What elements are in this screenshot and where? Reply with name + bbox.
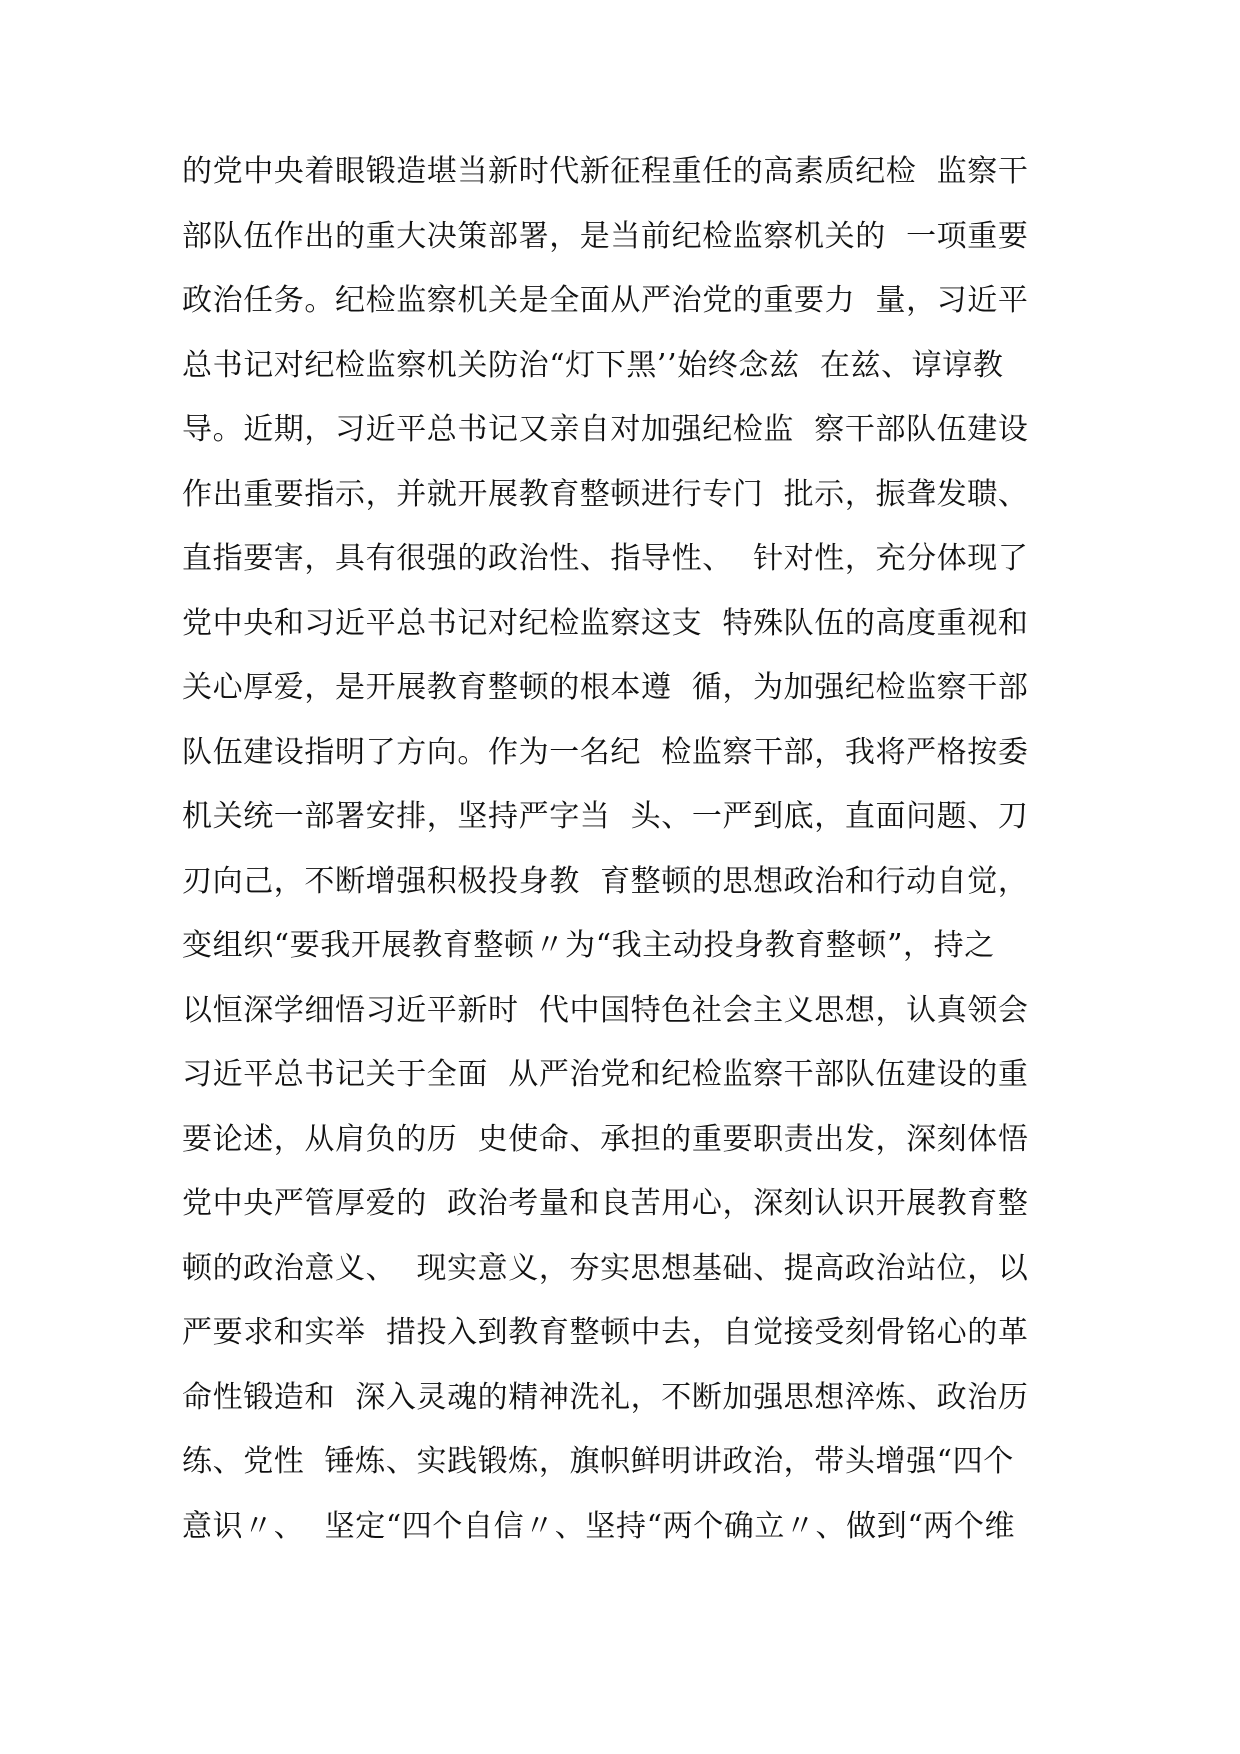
text-line: 的党中央着眼锻造堪当新时代新征程重任的高素质纪检 监察干 <box>182 154 1029 189</box>
text-line: 顿的政治意义、 现实意义，夯实思想基础、提高政治站位，以 <box>182 1250 1029 1286</box>
text-line: 变组织“要我开展教育整顿〃为“我主动投身教育整顿”，持之 <box>182 928 995 963</box>
text-line: 命性锻造和 深入灵魂的精神洗礼，不断加强思想淬炼、政治历 <box>182 1379 1029 1415</box>
text-line: 直指要害，具有很强的政治性、指导性、 针对性，充分体现了 <box>182 541 1029 576</box>
text-line: 党中央严管厚爱的 政治考量和良苦用心，深刻认识开展教育整 <box>182 1186 1029 1221</box>
text-line: 意识〃、 坚定“四个自信〃、坚持“两个确立〃、做到“两个维 <box>182 1508 1016 1544</box>
text-line: 政治任务。纪检监察机关是全面从严治党的重要力 量，习近平 <box>182 283 1029 318</box>
text-line: 作出重要指示，并就开展教育整顿进行专门 批示，振聋发聩、 <box>182 476 1029 512</box>
text-line: 导。近期，习近平总书记又亲自对加强纪检监 察干部队伍建设 <box>182 412 1029 447</box>
text-line: 机关统一部署安排，坚持严字当 头、一严到底，直面问题、刀 <box>182 799 1029 834</box>
text-line: 严要求和实举 措投入到教育整顿中去，自觉接受刻骨铭心的革 <box>182 1315 1029 1350</box>
text-line: 练、党性 锤炼、实践锻炼，旗帜鲜明讲政治，带头增强“四个 <box>182 1444 1014 1479</box>
text-line: 以恒深学细悟习近平新时 代中国特色社会主义思想，认真领会 <box>182 992 1029 1028</box>
body-text <box>182 140 1062 1559</box>
text-line: 队伍建设指明了方向。作为一名纪 检监察干部，我将严格按委 <box>182 734 1029 770</box>
text-line: 要论述，从肩负的历 史使命、承担的重要职责出发，深刻体悟 <box>182 1121 1029 1157</box>
text-line: 部队伍作出的重大决策部署，是当前纪检监察机关的 一项重要 <box>182 218 1029 254</box>
text-line: 总书记对纪检监察机关防治“灯下黑’’始终念兹 在兹、谆谆教 <box>182 347 1004 383</box>
text-line: 党中央和习近平总书记对纪检监察这支 特殊队伍的高度重视和 <box>182 605 1029 641</box>
text-line: 刃向己，不断增强积极投身教 育整顿的思想政治和行动自觉， <box>182 863 1029 899</box>
text-line: 习近平总书记关于全面 从严治党和纪检监察干部队伍建设的重 <box>182 1057 1029 1092</box>
text-line: 关心厚爱，是开展教育整顿的根本遵 循，为加强纪检监察干部 <box>182 670 1029 705</box>
